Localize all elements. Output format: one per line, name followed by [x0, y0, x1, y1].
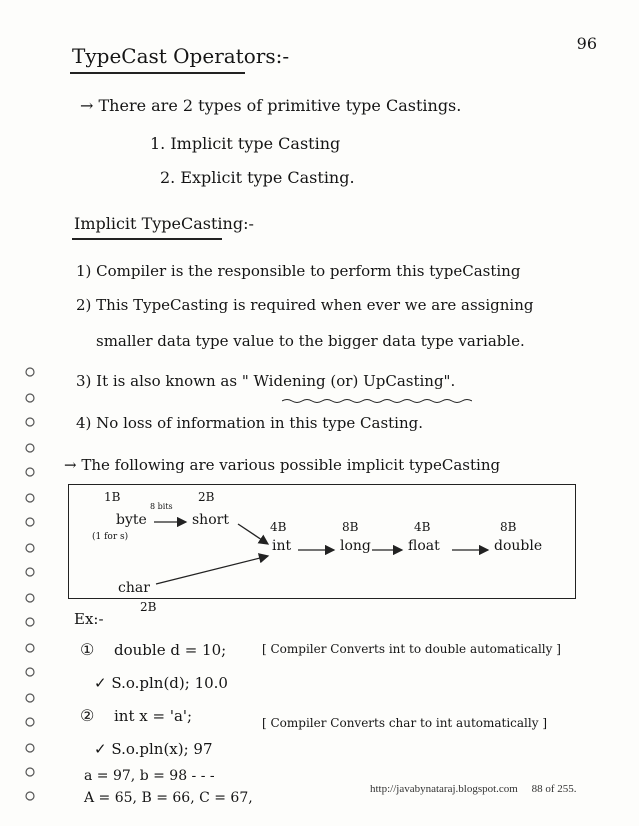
point-3: 3) It is also known as " Widening (or) UpCasting".	[76, 372, 456, 390]
point-2-continued: smaller data type value to the bigger data type variable.	[96, 332, 525, 350]
arrow-char-to-int	[156, 556, 268, 584]
float-size: 4B	[414, 520, 431, 534]
example-2-marker: ②	[80, 706, 95, 725]
examples-label: Ex:-	[74, 610, 104, 628]
footer	[370, 783, 577, 795]
page-title: TypeCast Operators:-	[72, 44, 290, 68]
example-1-code: double d = 10;	[114, 641, 227, 659]
byte-label: byte	[116, 512, 147, 528]
example-1-output: ✓ S.o.pln(d); 10.0	[94, 674, 228, 692]
char-values-lower: a = 97, b = 98 - - -	[84, 768, 215, 784]
byte-size: 1B	[104, 490, 121, 504]
example-1-comment: [ Compiler Converts int to double automatically ]	[262, 642, 561, 656]
point-1: 1) Compiler is the responsible to perform this typeCasting	[76, 262, 521, 280]
float-label: float	[408, 538, 440, 554]
intro-line: → There are 2 types of primitive type Castings.	[80, 96, 462, 115]
point-2: 2) This TypeCasting is required when ever we are assigning	[76, 296, 534, 314]
short-label: short	[192, 512, 229, 528]
long-label: long	[340, 538, 371, 554]
page-number: 96	[576, 34, 597, 53]
byte-note: 8 bits	[150, 502, 173, 511]
section-title: Implicit TypeCasting:-	[74, 214, 254, 233]
list-item-explicit: 2. Explicit type Casting.	[160, 168, 355, 187]
char-size: 2B	[140, 600, 157, 614]
example-2-code: int x = 'a';	[114, 707, 193, 725]
example-2-output: ✓ S.o.pln(x); 97	[94, 740, 213, 758]
double-label: double	[494, 538, 543, 554]
byte-note-2: (1 for s)	[92, 532, 129, 542]
footer-page-count: 88 of 255.	[531, 783, 577, 795]
list-item-implicit: 1. Implicit type Casting	[150, 134, 341, 153]
long-size: 8B	[342, 520, 359, 534]
int-label: int	[272, 538, 292, 554]
short-size: 2B	[198, 490, 215, 504]
char-label: char	[118, 580, 150, 596]
footer-url[interactable]: http://javabynataraj.blogspot.com	[370, 783, 518, 795]
following-line: → The following are various possible implicit typeCasting	[64, 456, 501, 474]
example-1-marker: ①	[80, 640, 95, 659]
arrow-short-to-int	[238, 524, 268, 544]
char-values-upper: A = 65, B = 66, C = 67,	[84, 790, 253, 806]
point-4: 4) No loss of information in this type Casting.	[76, 414, 423, 432]
int-size: 4B	[270, 520, 287, 534]
example-2-comment: [ Compiler Converts char to int automatically ]	[262, 716, 548, 730]
double-size: 8B	[500, 520, 517, 534]
